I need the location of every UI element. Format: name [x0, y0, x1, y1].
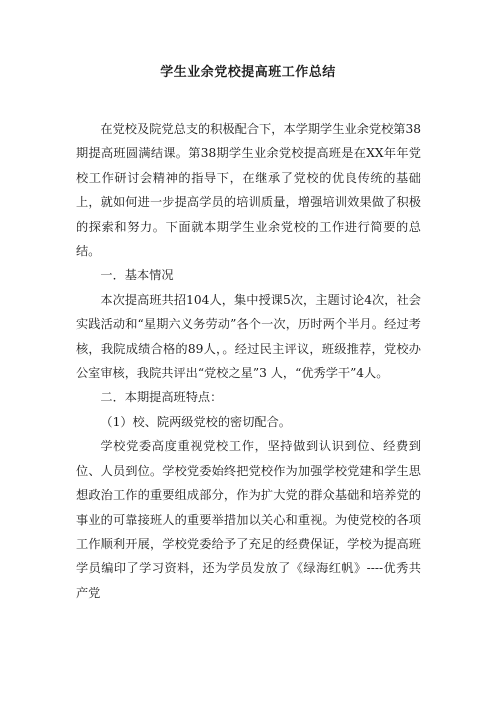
- document-body: [76, 117, 421, 605]
- subheading-cooperation: （1）校、院两级党校的密切配合。: [100, 414, 291, 429]
- basic-info-paragraph: 本次提高班共招104人，集中授课5次，主题讨论4次，社会实践活动和“星期六义务劳动”各个一次，历时两个半月。经过考核，我院成绩合格的89人，。经过民主评议，班级推荐，党校办公室审核，我院共评出“党校之星”3 人，“优秀学干”4人。: [76, 292, 421, 381]
- document-title: 学生业余党校提高班工作总结: [160, 65, 336, 80]
- section-heading-basic-info: 一．基本情况: [100, 268, 174, 283]
- cooperation-paragraph: 学校党委高度重视党校工作，坚持做到认识到位、经费到位、人员到位。学校党委始终把党校作为加强学校党建和学生思想政治工作的重要组成部分，作为扩大党的群众基础和培养党的事业的可靠接班人的重要举措加以关心和重视。为使党校的各项工作顺利开展，学校党委给予了充足的经费保证，学校为提高班学员编印了学习资料，还为学员发放了《绿海红帆》----优秀共产党: [76, 439, 421, 600]
- section-heading-features: 二．本期提高班特点：: [100, 390, 223, 405]
- intro-paragraph: 在党校及院党总支的积极配合下，本学期学生业余党校第38期提高班圆满结课。第38期学生业余党校提高班是在XX年年党校工作研讨会精神的指导下，在继承了党校的优良传统的基础上，就如何进一步提高学员的培训质量，增强培训效果做了积极的探索和努力。下面就本期学生业余党校的工作进行简要的总结。: [76, 122, 421, 259]
